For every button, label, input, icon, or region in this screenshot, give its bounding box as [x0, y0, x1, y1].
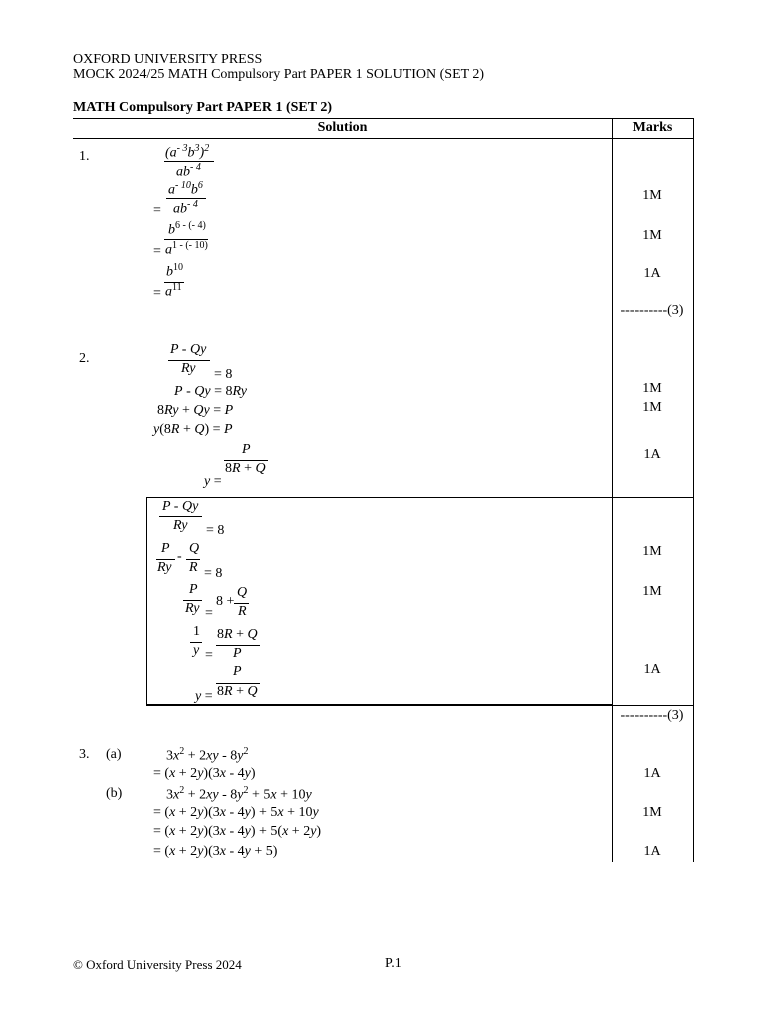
- column-header-marks: Marks: [632, 120, 673, 135]
- q2-mark-2: 1M: [642, 400, 662, 415]
- q3a-line-2: = (x + 2y)(3x - 4y): [153, 766, 256, 781]
- q2-step-2: P - Qy = 8Ry: [174, 384, 247, 399]
- publisher-name: OXFORD UNIVERSITY PRESS: [73, 52, 263, 67]
- question-number-3: 3.: [79, 747, 90, 762]
- q3b-line-4: = (x + 2y)(3x - 4y + 5): [153, 844, 278, 859]
- q2-alt-mark-2: 1M: [642, 584, 662, 599]
- q2-mark-3: 1A: [643, 447, 661, 462]
- q3a-line-1: $3x^2 + 2xy - 8y^2$: [166, 746, 249, 764]
- q3b-line-3: = (x + 2y)(3x - 4y) + 5(x + 2y): [153, 824, 322, 839]
- q3-part-a-label: (a): [106, 747, 122, 762]
- q3-mark-1: 1A: [643, 766, 661, 781]
- q1-mark-3: 1A: [643, 266, 661, 281]
- column-header-solution: Solution: [317, 120, 368, 135]
- q2-alt-mark-3: 1A: [643, 662, 661, 677]
- q1-total: ----------(3): [620, 303, 684, 318]
- q1-mark-1: 1M: [642, 188, 662, 203]
- question-number-1: 1.: [79, 149, 90, 164]
- q2-mark-1: 1M: [642, 381, 662, 396]
- page-number: P.1: [385, 956, 402, 971]
- section-title: MATH Compulsory Part PAPER 1 (SET 2): [73, 100, 332, 115]
- q2-step-4: y(8R + Q) = P: [153, 422, 233, 437]
- q2-step-3: 8Ry + Qy = P: [157, 403, 234, 418]
- question-number-2: 2.: [79, 351, 90, 366]
- q2-alt-mark-1: 1M: [642, 544, 662, 559]
- footer-copyright: © Oxford University Press 2024: [73, 957, 242, 972]
- q3-part-b-label: (b): [106, 786, 123, 801]
- q3-mark-2: 1M: [642, 805, 662, 820]
- q1-mark-2: 1M: [642, 228, 662, 243]
- document-subtitle: MOCK 2024/25 MATH Compulsory Part PAPER 1 SOLUTION (SET 2): [73, 67, 485, 82]
- q2-total: ----------(3): [620, 708, 684, 723]
- q3b-line-2: = (x + 2y)(3x - 4y) + 5x + 10y: [153, 805, 319, 820]
- q3-mark-3: 1A: [643, 844, 661, 859]
- q3b-line-1: $3x^2 + 2xy - 8y^2 + 5x + 10y$: [166, 785, 312, 803]
